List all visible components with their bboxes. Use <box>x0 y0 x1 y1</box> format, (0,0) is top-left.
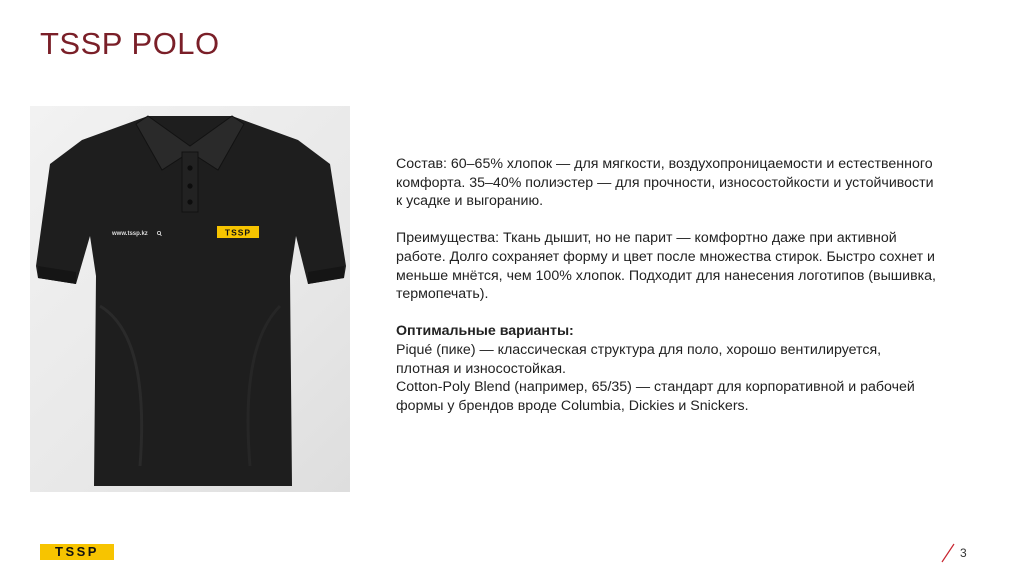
button-2 <box>187 183 192 188</box>
page-number: 3 <box>960 546 967 560</box>
slash-decoration <box>940 542 956 564</box>
option-cotton-poly: Cotton-Poly Blend (например, 65/35) — стандарт для корпоративной и рабочей формы у брендов вроде Columbia, Dickies и Snickers. <box>396 379 915 414</box>
button-3 <box>187 199 192 204</box>
options-heading: Оптимальные варианты: <box>396 323 574 340</box>
url-print: www.tssp.kz <box>112 231 148 237</box>
advantages-paragraph: Преимущества: Ткань дышит, но не парит — комфортно даже при активной работе. Долго сохраняет форму и цвет после множества стирок. Быстро сохнет и меньше мнётся, чем 100% хлопок. Подходит для нанесения логотипов (вышивка, термопечать). <box>396 230 936 303</box>
composition-paragraph: Состав: 60–65% хлопок — для мягкости, воздухопроницаемости и естественного комфорта. 35–40% полиэстер — для прочности, износостойкости и устойчивости к усадке и выгоранию. <box>396 156 934 210</box>
polo-shirt-illustration <box>30 106 350 492</box>
content-text <box>396 155 936 415</box>
slide-title: TSSP POLO <box>40 26 220 61</box>
polo-shirt-image <box>30 106 350 492</box>
button-1 <box>187 165 192 170</box>
chest-logo-text: TSSP <box>224 227 252 238</box>
footer-logo: TSSP <box>40 544 114 560</box>
option-pique: Piqué (пике) — классическая структура для поло, хорошо вентилируется, плотная и износостойкая. <box>396 341 882 377</box>
